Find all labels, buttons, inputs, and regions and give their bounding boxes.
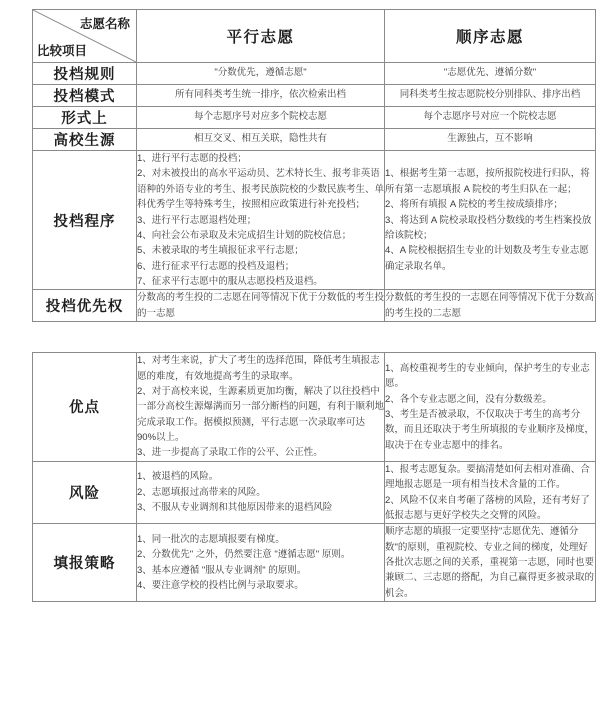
table-row xyxy=(33,461,596,524)
cell-sequential: 同科类考生按志愿院校分别排队、排序出档 xyxy=(385,85,596,107)
cell-sequential xyxy=(385,524,596,602)
cell-parallel xyxy=(137,353,385,462)
column-header-parallel: 平行志愿 xyxy=(137,10,385,63)
table-primary-body xyxy=(33,10,596,322)
list-item: 分数高的考生投的二志愿在同等情况下优于分数低的考生投的一志愿 xyxy=(137,292,385,319)
cell-sequential xyxy=(385,151,596,290)
row-label: 投档优先权 xyxy=(33,290,137,322)
list-item: 分数低的考生投的一志愿在同等情况下优于分数高的考生投的二志愿 xyxy=(385,292,595,319)
list-item: 2、分数优先" 之外，仍然要注意 "遵循志愿" 原则。 xyxy=(137,549,351,561)
table-row xyxy=(33,63,596,85)
list-item: 2、志愿填报过高带来的风险。 xyxy=(137,486,266,498)
table-gap-spacer xyxy=(32,322,595,352)
list-item: 3、将达到 A 院校录取投档分数线的考生档案投放给该院校； xyxy=(385,214,592,241)
table-row xyxy=(33,353,596,462)
row-label: 投档程序 xyxy=(33,151,137,290)
list-item: 1、根据考生第一志愿，按所报院校进行归队，将所有第一志愿填报 A 院校的考生归队在一起； xyxy=(385,168,590,195)
row-label: 风险 xyxy=(33,461,137,524)
list-item: 2、对未被投出的高水平运动员、艺术特长生、报考非英语语种的外语专业的考生、报考民族院校的少数民族考生、单科优秀学生等特殊考生，按照相应政策进行补充投档； xyxy=(137,168,385,211)
list-item: 1、进行平行志愿的投档； xyxy=(137,153,247,164)
list-item: 7、征求平行志愿中的服从志愿投档及退档。 xyxy=(137,276,323,287)
list-item: 3、进一步提高了录取工作的公平、公正性。 xyxy=(137,447,323,459)
corner-bottom-label: 比较项目 xyxy=(37,44,88,58)
list-item: 1、被退档的风险。 xyxy=(137,471,219,483)
table-header-row xyxy=(33,10,596,63)
list-item: 5、未被录取的考生填报征求平行志愿； xyxy=(137,245,304,257)
cell-sequential xyxy=(385,353,596,462)
list-item: 1、高校重视考生的专业倾向，保护考生的专业志愿。 xyxy=(385,362,590,390)
cell-sequential: 生源独占，互不影响 xyxy=(385,129,596,151)
list-item: 2、将所有填报 A 院校的考生按成绩排序； xyxy=(385,199,563,211)
list-item: 3、基本应遵循 "服从专业调剂" 的原则。 xyxy=(137,564,307,576)
list-item: 1、同一批次的志愿填报要有梯度。 xyxy=(137,533,285,545)
list-item: 4、向社会公布录取及未完成招生计划的院校信息； xyxy=(137,229,352,241)
list-item: 4、A 院校根据招生专业的计划数及考生专业志愿确定录取名单。 xyxy=(385,245,589,272)
column-header-sequential: 顺序志愿 xyxy=(385,10,596,63)
list-item: 2、风险不仅来自考砸了落榜的风险，还有考好了低报志愿与更好学校失之交臂的风险。 xyxy=(385,494,590,521)
list-item: 1、报考志愿复杂。要搞清楚如何去相对准确、合理地报志愿是一项有相当技术含量的工作。 xyxy=(385,463,590,491)
list-item: 顺序志愿的填报一定要坚持"志愿优先、遵循分数"的原则，重视院校、专业之间的梯度，处理好各批次志愿之间的关系，重视第一志愿，同时也要兼顾二、三志愿的搭配，为自己赢得更多被录取的机会。 xyxy=(385,526,595,599)
header-corner-cell xyxy=(33,10,137,63)
cell-parallel: 所有同科类考生统一排序，依次检索出档 xyxy=(137,85,385,107)
cell-parallel xyxy=(137,524,385,602)
table-row xyxy=(33,524,596,602)
row-label: 形式上 xyxy=(33,107,137,129)
table-row xyxy=(33,85,596,107)
cell-parallel: 每个志愿序号对应多个院校志愿 xyxy=(137,107,385,129)
cell-sequential: 每个志愿序号对应一个院校志愿 xyxy=(385,107,596,129)
cell-parallel: "分数优先，遵循志愿" xyxy=(137,63,385,85)
cell-parallel xyxy=(137,461,385,524)
list-item: 2、各个专业志愿之间，没有分数级差。 xyxy=(385,393,552,405)
row-label: 投档模式 xyxy=(33,85,137,107)
list-item: 2、对于高校来说，生源素质更加均衡，解决了以往投档中一部分高校生源爆满而另一部分断档的问题，有利于顺利地完成录取工作。据模拟预测，平行志愿一次录取率可达 90%以上。 xyxy=(137,385,385,443)
list-item: 3、进行平行志愿退档处理； xyxy=(137,214,257,226)
cell-sequential: "志愿优先、遵循分数" xyxy=(385,63,596,85)
table-secondary-body xyxy=(33,353,596,602)
cell-parallel xyxy=(137,290,385,322)
list-item: 1、对考生来说，扩大了考生的选择范围，降低考生填报志愿的难度，有效地提高考生的录取率。 xyxy=(137,355,380,382)
row-label: 优点 xyxy=(33,353,137,462)
cell-parallel: 相互交叉、相互关联，隐性共有 xyxy=(137,129,385,151)
comparison-table-secondary xyxy=(32,352,596,602)
cell-parallel xyxy=(137,151,385,290)
row-label: 高校生源 xyxy=(33,129,137,151)
cell-sequential xyxy=(385,290,596,322)
row-label: 填报策略 xyxy=(33,524,137,602)
cell-sequential xyxy=(385,461,596,524)
comparison-table-primary xyxy=(32,9,596,322)
list-item: 3、考生是否被录取，不仅取决于考生的高考分数，而且还取决于考生所填报的专业顺序及梯度，取决于在专业志愿中的排名。 xyxy=(385,408,595,451)
table-row xyxy=(33,290,596,322)
list-item: 4、要注意学校的投档比例与录取要求。 xyxy=(137,580,304,592)
list-item: 3、不服从专业调剂和其他原因带来的退档风险 xyxy=(137,502,333,514)
table-row xyxy=(33,129,596,151)
row-label: 投档规则 xyxy=(33,63,137,85)
list-item: 6、进行征求平行志愿的投档及退档； xyxy=(137,260,295,272)
table-row xyxy=(33,151,596,290)
table-row xyxy=(33,107,596,129)
corner-top-label: 志愿名称 xyxy=(79,17,130,31)
